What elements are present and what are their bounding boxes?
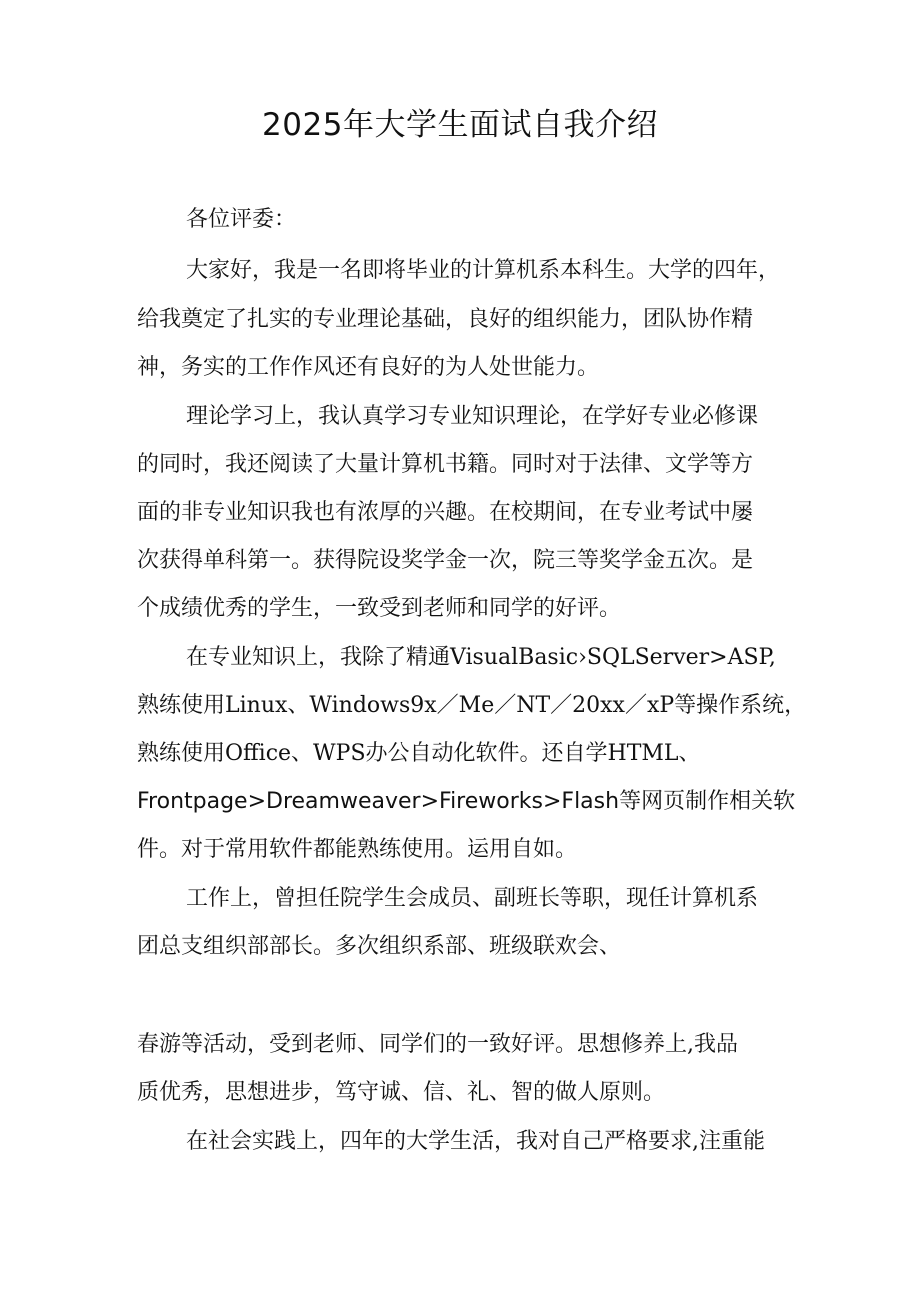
paragraph-line: 理论学习上，我认真学习专业知识理论，在学好专业必修课	[186, 404, 759, 429]
paragraph-line: 大家好，我是一名即将毕业的计算机系本科生。大学的四年，	[186, 258, 781, 283]
paragraph-line: 在专业知识上，我除了精通VisualBasic›SQLServer>ASP,	[186, 645, 776, 670]
paragraph-line: 件。对于常用软件都能熟练使用。运用自如。	[137, 837, 578, 862]
paragraph-line: 工作上，曾担任院学生会成员、副班长等职，现任计算机系	[186, 886, 759, 911]
paragraph-line: 的同时，我还阅读了大量计算机书籍。同时对于法律、文学等方	[137, 452, 754, 477]
paragraph-line: 面的非专业知识我也有浓厚的兴趣。在校期间，在专业考试中屡	[137, 500, 754, 525]
paragraph-line: 春游等活动，受到老师、同学们的一致好评。思想修养上,我品	[137, 1032, 738, 1057]
document-title: 2025年大学生面试自我介绍	[262, 107, 658, 143]
salutation: 各位评委：	[186, 207, 297, 232]
paragraph-line: 团总支组织部部长。多次组织系部、班级联欢会、	[137, 934, 622, 959]
paragraph-line: 熟练使用Linux、Windows9x／Me／NT／20xx／xP等操作系统，	[137, 693, 807, 718]
paragraph-line: 个成绩优秀的学生，一致受到老师和同学的好评。	[137, 596, 622, 621]
paragraph-line: 给我奠定了扎实的专业理论基础，良好的组织能力，团队协作精	[137, 307, 754, 332]
paragraph-line: 熟练使用Office、WPS办公自动化软件。还自学HTML、	[137, 741, 701, 766]
paragraph-line: 在社会实践上，四年的大学生活，我对自己严格要求,注重能	[186, 1129, 765, 1154]
paragraph-line: 质优秀，思想进步，笃守诚、信、礼、智的做人原则。	[137, 1080, 666, 1105]
paragraph-line: 次获得单科第一。获得院设奖学金一次，院三等奖学金五次。是	[137, 548, 754, 573]
paragraph-line: 神，务实的工作作风还有良好的为人处世能力。	[137, 355, 600, 380]
paragraph-line: Frontpage>Dreamweaver>Fireworks>Flash等网页制作相关软	[137, 789, 796, 814]
